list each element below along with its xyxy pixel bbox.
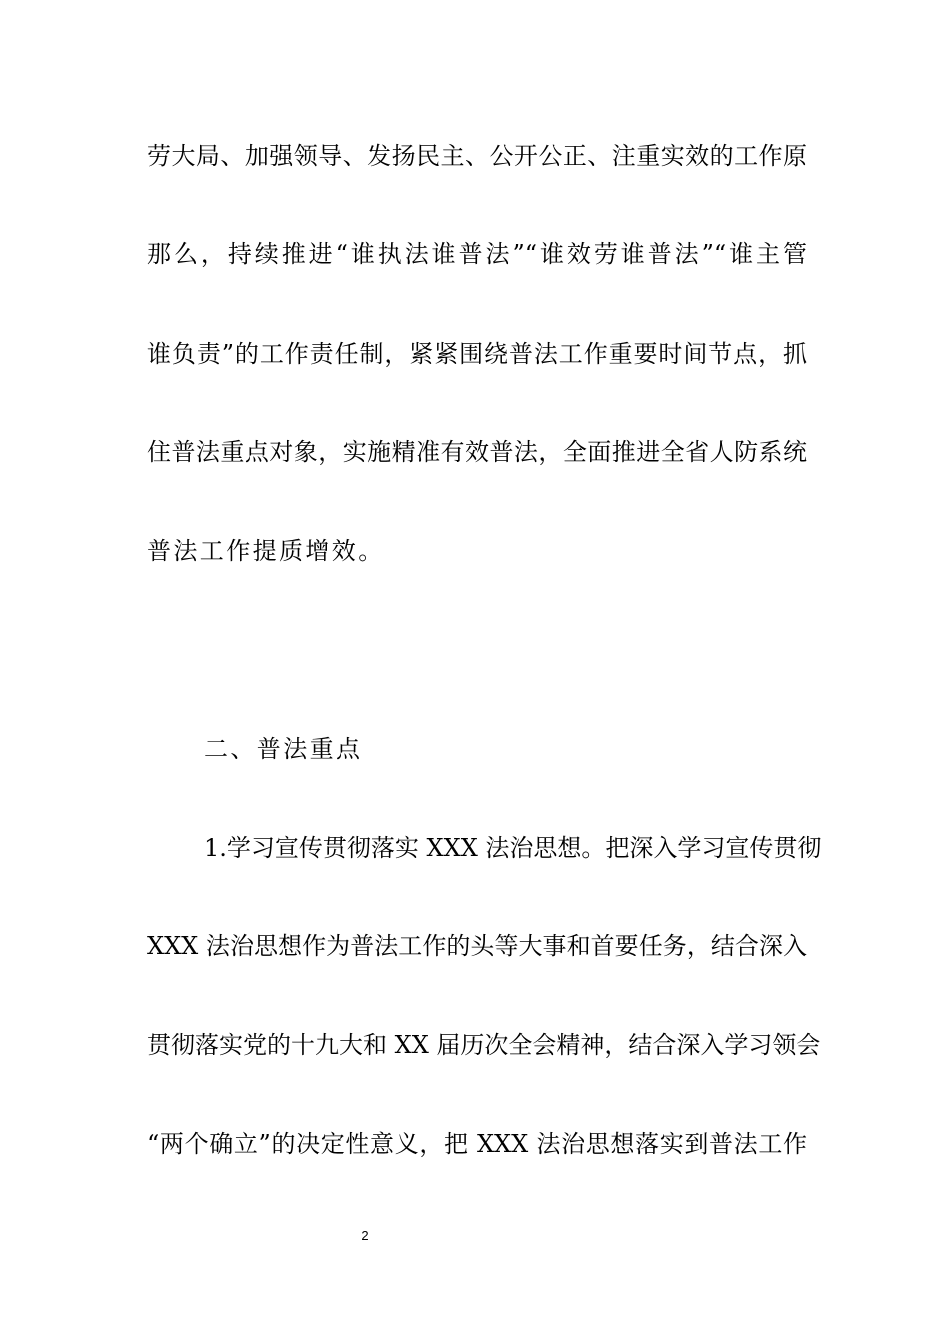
section-heading: 二、普法重点	[204, 735, 363, 763]
page-number: 2	[361, 1228, 369, 1243]
paragraph-line: 谁负责”的工作责任制，紧紧围绕普法工作重要时间节点，抓	[147, 340, 807, 368]
paragraph-line: XXX 法治思想作为普法工作的头等大事和首要任务，结合深入	[147, 932, 807, 960]
paragraph-line: 普法工作提质增效。	[147, 537, 385, 565]
paragraph-line: “两个确立”的决定性意义，把 XXX 法治思想落实到普法工作	[147, 1130, 807, 1158]
paragraph-line: 劳大局、加强领导、发扬民主、公开公正、注重实效的工作原	[147, 142, 807, 170]
paragraph-line: 住普法重点对象，实施精准有效普法，全面推进全省人防系统	[147, 438, 807, 466]
paragraph-line: 贯彻落实党的十九大和 XX 届历次全会精神，结合深入学习领会	[147, 1031, 821, 1059]
paragraph-line: 那么，持续推进“谁执法谁普法”“谁效劳谁普法”“谁主管	[147, 240, 807, 268]
paragraph-line: 1.学习宣传贯彻落实 XXX 法治思想。把深入学习宣传贯彻	[204, 834, 822, 862]
